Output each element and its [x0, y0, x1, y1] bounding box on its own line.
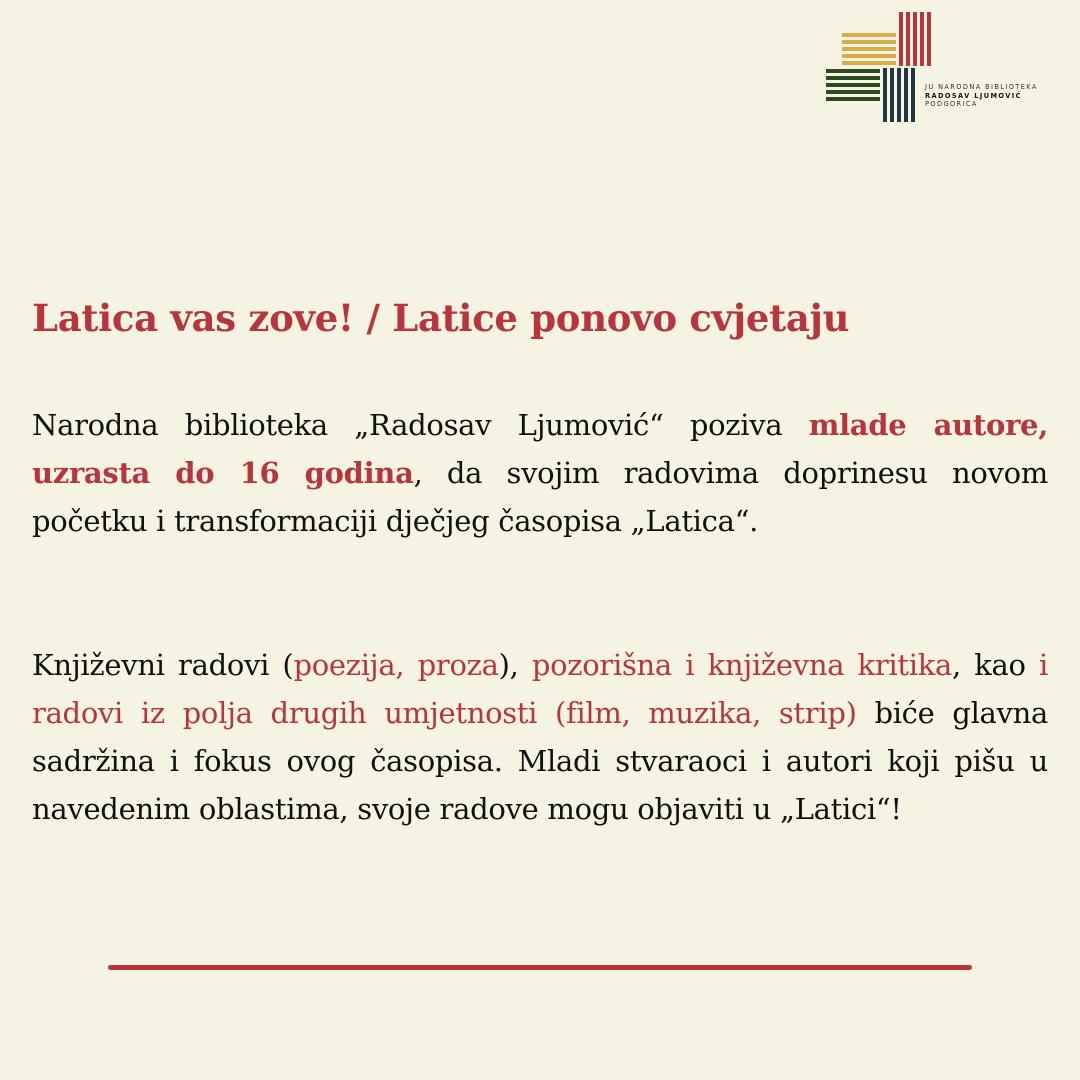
- text: biće glavna sadržina i fokus ovog časopisa. Mladi stvaraoci i autori koji pišu u navedenim oblastima, svoje radove mogu objaviti u „Latici“!: [32, 696, 1048, 826]
- logo-red-bar: [906, 12, 910, 66]
- text: ),: [498, 648, 532, 682]
- logo-line-1: JU NARODNA BIBLIOTEKA: [925, 83, 1038, 91]
- logo-green-bar: [826, 76, 880, 80]
- logo-red-bar: [920, 12, 924, 66]
- logo-green-bar: [826, 69, 880, 73]
- logo-line-3: PODGORICA: [925, 100, 978, 109]
- divider-line: [108, 965, 972, 970]
- logo-yellow-bar: [842, 54, 896, 58]
- text: Narodna biblioteka „Radosav Ljumović“ poziva: [32, 408, 809, 442]
- text: , da svojim radovima doprinesu novom početku i transformaciji dječjeg časopisa „Latica“.: [32, 456, 1048, 538]
- details-paragraph: [32, 641, 1048, 833]
- logo-green-bar: [826, 97, 880, 101]
- logo-navy-bar: [904, 68, 908, 122]
- logo-yellow-bar: [842, 40, 896, 44]
- highlight-criticism: pozorišna i književna kritika: [531, 648, 952, 682]
- intro-paragraph: [32, 401, 1048, 545]
- logo-navy-bar: [883, 68, 887, 122]
- logo-text: [925, 83, 1038, 109]
- logo-yellow-bar: [842, 61, 896, 65]
- logo-navy-bar: [890, 68, 894, 122]
- highlight-genres: poezija, proza: [293, 648, 499, 682]
- logo-red-bar: [913, 12, 917, 66]
- text: , kao: [951, 648, 1040, 682]
- highlight-target-audience: mlade autore, uzrasta do 16 godina: [32, 408, 1048, 490]
- logo-red-bar: [927, 12, 931, 66]
- highlight-other-arts: i radovi iz polja drugih umjetnosti (film, muzika, strip): [32, 648, 1048, 730]
- page-title: Latica vas zove! / Latice ponovo cvjetaju: [32, 296, 850, 340]
- library-logo: [820, 5, 1040, 130]
- logo-navy-bar: [911, 68, 915, 122]
- logo-yellow-bar: [842, 47, 896, 51]
- logo-yellow-bar: [842, 33, 896, 37]
- logo-green-bar: [826, 83, 880, 87]
- logo-line-2: RADOSAV LJUMOVIĆ: [925, 91, 1022, 100]
- logo-red-bar: [899, 12, 903, 66]
- logo-navy-bar: [897, 68, 901, 122]
- logo-green-bar: [826, 90, 880, 94]
- text: Književni radovi (: [32, 648, 294, 682]
